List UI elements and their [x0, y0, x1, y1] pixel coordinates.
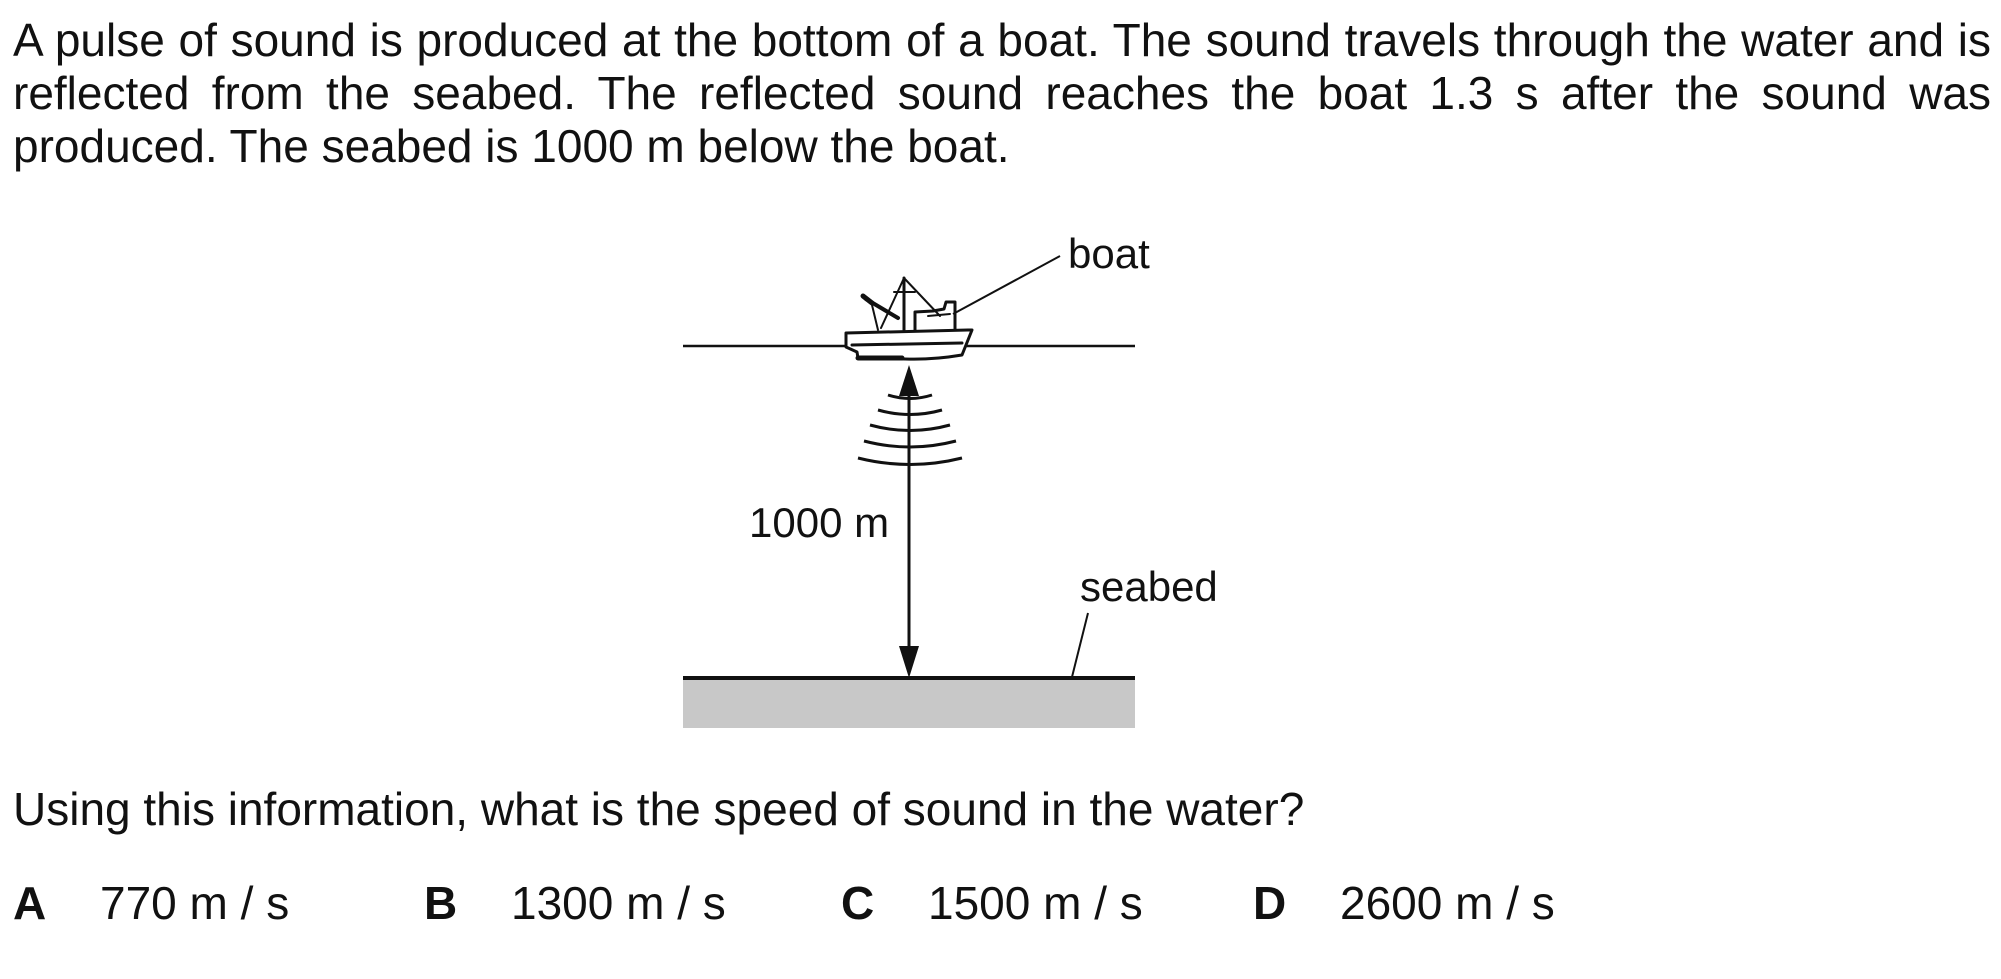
option-b[interactable] — [424, 877, 726, 930]
arrow-head-down — [899, 646, 919, 678]
boat-illustration — [846, 278, 972, 359]
option-d[interactable] — [1253, 877, 1555, 930]
seabed-block — [683, 678, 1135, 728]
option-a-value: 770 m / s — [100, 877, 290, 929]
option-a-letter: A — [13, 877, 47, 929]
option-c-letter: C — [841, 877, 875, 929]
option-d-value: 2600 m / s — [1340, 877, 1555, 929]
seabed-label: seabed — [1080, 563, 1218, 610]
seabed-leader-line — [1072, 613, 1088, 677]
question-prompt: Using this information, what is the speed of sound in the water? — [13, 783, 1305, 835]
depth-label: 1000 m — [749, 499, 890, 546]
option-c[interactable] — [841, 877, 1143, 930]
option-c-value: 1500 m / s — [928, 877, 1143, 929]
option-d-letter: D — [1253, 877, 1287, 929]
boat-leader-line — [953, 256, 1060, 314]
option-a[interactable] — [13, 877, 290, 930]
question-stem: A pulse of sound is produced at the bottom of a boat. The sound travels through the water and is reflected from the seabed. The reflected sound reaches the boat 1.3 s after the sound was produced. The seabed is 1000 m below the boat. — [13, 14, 1991, 172]
arrow-head-up — [899, 365, 919, 396]
boat-label: boat — [1068, 230, 1150, 277]
option-b-value: 1300 m / s — [511, 877, 726, 929]
option-b-letter: B — [424, 877, 458, 929]
